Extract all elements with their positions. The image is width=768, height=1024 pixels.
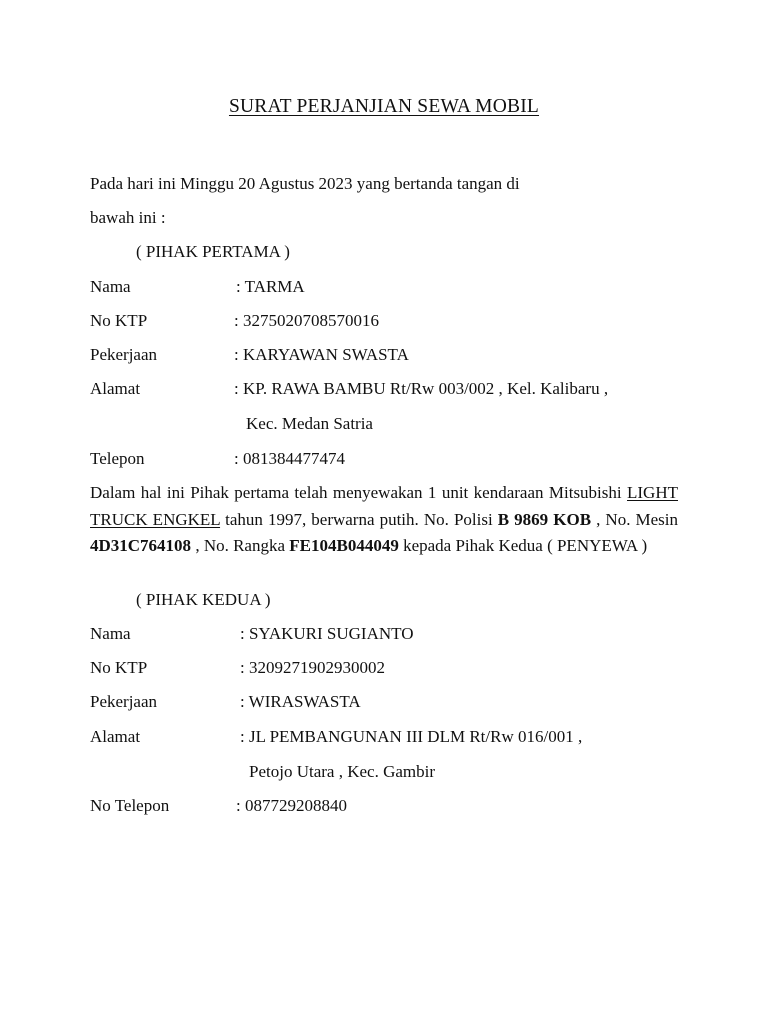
party2-heading: ( PIHAK KEDUA ) xyxy=(136,590,271,609)
party2-pekerjaan-row xyxy=(90,692,678,716)
party1-nama-row xyxy=(90,277,678,301)
party2-pekerjaan-label: Pekerjaan xyxy=(90,692,158,711)
party2-alamat-value-2: Petojo Utara , Kec. Gambir xyxy=(249,762,435,781)
party1-telepon-value: : 081384477474 xyxy=(234,449,345,468)
party2-telepon-row xyxy=(90,796,678,820)
party1-alamat-label: Alamat xyxy=(90,379,141,398)
party2-pekerjaan-value: : WIRASWASTA xyxy=(240,692,361,711)
agreement-text-1: Dalam hal ini Pihak pertama telah menyewakan 1 unit kendaraan Mitsubishi xyxy=(90,483,628,502)
party1-alamat-row xyxy=(90,379,678,403)
party1-telepon-row xyxy=(90,449,678,473)
party1-ktp-row xyxy=(90,311,678,335)
party1-ktp-value: : 3275020708570016 xyxy=(234,311,379,330)
party2-ktp-row xyxy=(90,658,678,682)
party1-telepon-label: Telepon xyxy=(90,449,145,468)
engine-number: 4D31C764108 xyxy=(90,536,192,555)
party1-pekerjaan-value: : KARYAWAN SWASTA xyxy=(234,345,409,364)
party1-alamat-value-1: : KP. RAWA BAMBU Rt/Rw 003/002 , Kel. Kalibaru , xyxy=(234,379,609,398)
agreement-text-5: kepada Pihak Kedua ( PENYEWA ) xyxy=(398,536,648,555)
party2-nama-value: : SYAKURI SUGIANTO xyxy=(240,624,414,643)
party1-nama-label: Nama xyxy=(90,277,131,296)
party1-pekerjaan-row xyxy=(90,345,678,369)
party2-alamat-value-1: : JL PEMBANGUNAN III DLM Rt/Rw 016/001 , xyxy=(240,727,583,746)
party2-alamat-label: Alamat xyxy=(90,727,141,746)
party1-pekerjaan-label: Pekerjaan xyxy=(90,345,158,364)
party1-alamat-value-2: Kec. Medan Satria xyxy=(246,414,373,433)
intro-line-1: Pada hari ini Minggu 20 Agustus 2023 yang bertanda tangan di xyxy=(90,174,520,193)
agreement-paragraph xyxy=(90,480,678,560)
party2-ktp-value: : 3209271902930002 xyxy=(240,658,385,677)
agreement-text-3: , No. Mesin xyxy=(591,509,679,529)
license-plate: B 9869 KOB xyxy=(497,509,592,529)
document-title: SURAT PERJANJIAN SEWA MOBIL xyxy=(228,96,540,117)
chassis-number: FE104B044049 xyxy=(289,536,399,555)
vehicle-type: LIGHT TRUCK ENGKEL xyxy=(90,483,678,529)
party2-ktp-label: No KTP xyxy=(90,658,148,677)
party2-telepon-label: No Telepon xyxy=(90,796,170,815)
party2-nama-label: Nama xyxy=(90,624,131,643)
party1-heading: ( PIHAK PERTAMA ) xyxy=(136,242,290,261)
party2-telepon-value: : 087729208840 xyxy=(236,796,347,815)
party2-nama-row xyxy=(90,624,678,648)
party1-ktp-label: No KTP xyxy=(90,311,148,330)
agreement-text-2: tahun 1997, berwarna putih. No. Polisi xyxy=(220,509,498,529)
agreement-text-4: , No. Rangka xyxy=(191,536,290,555)
intro-line-2: bawah ini : xyxy=(90,208,166,227)
party1-nama-value: : TARMA xyxy=(236,277,305,296)
party2-alamat-row xyxy=(90,727,678,751)
